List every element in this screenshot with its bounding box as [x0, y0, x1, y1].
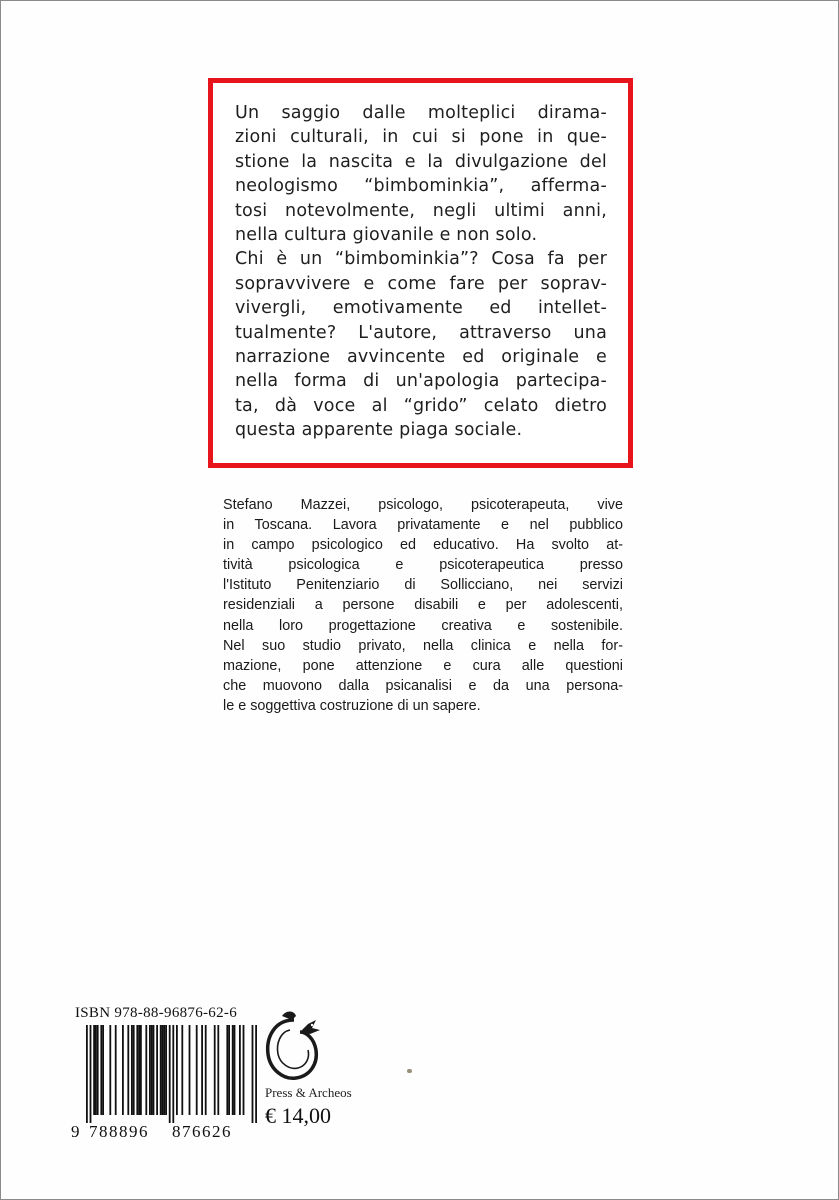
- barcode-bar: [255, 1025, 257, 1123]
- blurb-line: narrazione avvincente ed originale e: [235, 347, 607, 368]
- blurb-line: sopravvivere e come fare per soprav-: [235, 273, 607, 294]
- barcode-bar: [97, 1025, 99, 1115]
- barcode-digits-left: 788896: [89, 1122, 149, 1141]
- barcode-bar: [122, 1025, 124, 1115]
- barcode-bar: [176, 1025, 178, 1115]
- bio-line: in campo psicologico ed educativo. Ha svolto at-: [223, 537, 623, 554]
- blurb-line: stione la nascita e la divulgazione del: [235, 151, 607, 172]
- bio-line: l'Istituto Penitenziario di Sollicciano, nei servizi: [223, 577, 623, 594]
- bio-line: Stefano Mazzei, psicologo, psicoterapeuta, vive: [223, 497, 623, 513]
- barcode-bar: [252, 1025, 254, 1123]
- blurb-line: questa apparente piaga sociale.: [235, 420, 523, 441]
- barcode-bar: [217, 1025, 219, 1115]
- barcode-bar: [131, 1025, 133, 1115]
- print-speck: [407, 1069, 412, 1073]
- barcode-bar: [140, 1025, 142, 1115]
- barcode-bar: [109, 1025, 111, 1115]
- barcode-bar: [214, 1025, 216, 1115]
- barcode-bar: [95, 1025, 97, 1115]
- barcode-bar: [196, 1025, 198, 1115]
- isbn-barcode-block: [71, 1005, 257, 1143]
- blurb-line: nella forma di un'apologia partecipa-: [235, 371, 607, 392]
- bio-line: residenziali a persone disabili e per adolescenti,: [223, 597, 623, 614]
- bio-line: nella loro progettazione creativa e sostenibile.: [223, 617, 623, 634]
- author-bio: [223, 495, 623, 716]
- barcode-bar: [234, 1025, 236, 1115]
- barcode-bar: [232, 1025, 234, 1115]
- price: € 14,00: [265, 1103, 331, 1128]
- barcode-bar: [127, 1025, 129, 1115]
- blurb-box: [208, 78, 633, 468]
- blurb-line: nella cultura giovanile e non solo.: [235, 225, 538, 246]
- barcode-bar: [162, 1025, 164, 1115]
- barcode-bar: [243, 1025, 245, 1115]
- barcode-bar: [181, 1025, 183, 1115]
- barcode-digit-first: 9: [71, 1122, 80, 1141]
- barcode-bar: [138, 1025, 140, 1115]
- barcode-bar: [172, 1025, 174, 1123]
- bio-line: in Toscana. Lavora privatamente e nel pubblico: [223, 517, 623, 534]
- blurb-line: tualmente? L'autore, attraverso una: [235, 322, 607, 343]
- barcode-bar: [86, 1025, 88, 1123]
- barcode-bar: [151, 1025, 153, 1115]
- ouroboros-dragon-icon: [260, 1008, 324, 1084]
- barcode-icon: [71, 1025, 257, 1123]
- barcode-bar: [239, 1025, 241, 1115]
- barcode-bar: [169, 1025, 171, 1123]
- blurb-line: Un saggio dalle molteplici dirama-: [235, 103, 607, 123]
- publisher-name: Press & Archeos: [265, 1085, 352, 1100]
- blurb-line: zioni culturali, in cui si pone in que-: [235, 127, 607, 148]
- blurb-line: vivergli, emotivamente ed intellet-: [235, 298, 607, 319]
- bio-line: che muovono dalla psicanalisi e da una persona-: [223, 677, 623, 694]
- barcode-bar: [100, 1025, 102, 1115]
- bio-line: Nel suo studio privato, nella clinica e nella for-: [223, 637, 623, 654]
- barcode-bar: [93, 1025, 95, 1115]
- barcode-bar: [136, 1025, 138, 1115]
- barcode-bar: [228, 1025, 230, 1115]
- barcode-bar: [145, 1025, 147, 1115]
- blurb-line: neologismo “bimbominkia”, afferma-: [235, 176, 607, 197]
- barcode-bar: [156, 1025, 158, 1115]
- barcode-bar: [205, 1025, 207, 1115]
- barcode-bar: [163, 1025, 165, 1115]
- barcode-bar: [149, 1025, 151, 1115]
- barcode-bar: [226, 1025, 228, 1115]
- barcode-bar: [189, 1025, 191, 1115]
- barcode-bar: [201, 1025, 203, 1115]
- blurb-text: [235, 101, 607, 443]
- barcode-bar: [115, 1025, 117, 1115]
- bio-line: tività psicologica e psicoterapeutica presso: [223, 557, 623, 574]
- barcode-bar: [153, 1025, 155, 1115]
- barcode-bar: [102, 1025, 104, 1115]
- blurb-line: tosi notevolmente, negli ultimi anni,: [235, 200, 607, 221]
- bio-line: mazione, pone attenzione e cura alle questioni: [223, 657, 623, 674]
- barcode-bar: [90, 1025, 92, 1123]
- barcode-bar: [160, 1025, 162, 1115]
- barcode-bar: [133, 1025, 135, 1115]
- isbn-label: ISBN 978-88-96876-62-6: [75, 1005, 238, 1021]
- barcode-digits-right: 876626: [172, 1122, 232, 1141]
- bio-line: le e soggettiva costruzione di un sapere.: [223, 697, 481, 714]
- blurb-line: ta, dà voce al “grido” celato dietro: [235, 395, 607, 416]
- blurb-line: Chi è un “bimbominkia”? Cosa fa per: [235, 249, 607, 270]
- barcode-bar: [165, 1025, 167, 1115]
